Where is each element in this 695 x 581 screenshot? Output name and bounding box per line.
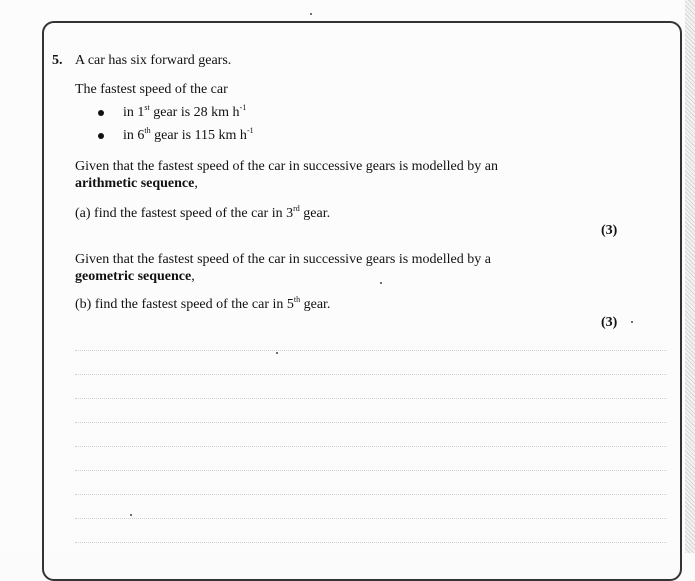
scan-speck — [380, 282, 382, 284]
part-b-marks: (3) — [601, 315, 618, 330]
answer-line — [75, 494, 667, 495]
part-b-sup: th — [293, 295, 301, 304]
bullet-1-pre: in 1 — [123, 105, 145, 120]
bullet-1-sup: st — [144, 103, 150, 112]
part-b-pre: (b) find the fastest speed of the car in 5 — [75, 297, 294, 312]
answer-line — [75, 350, 667, 351]
answer-line — [75, 446, 667, 447]
part-a — [75, 205, 330, 222]
arithmetic-statement-comma: , — [194, 176, 198, 191]
answer-line — [75, 542, 667, 543]
arithmetic-statement-line2 — [75, 175, 198, 192]
answer-line — [75, 470, 667, 471]
question-lead: The fastest speed of the car — [75, 82, 228, 97]
scan-speck — [130, 514, 132, 516]
geometric-sequence-term: geometric sequence — [75, 269, 192, 284]
bullet-2-unit-sup: -1 — [246, 126, 254, 135]
scan-speck — [631, 321, 633, 323]
geometric-statement-comma: , — [191, 269, 195, 284]
answer-line — [75, 422, 667, 423]
geometric-statement-line1: Given that the fastest speed of the car in successive gears is modelled by a — [75, 252, 491, 267]
scan-speck — [310, 13, 312, 15]
answer-line — [75, 374, 667, 375]
bullet-1-mid: gear is 28 km h — [149, 105, 240, 120]
bullet-icon — [98, 110, 104, 116]
part-a-marks: (3) — [601, 223, 618, 238]
bullet-1-unit-sup: -1 — [239, 103, 247, 112]
part-a-pre: (a) find the fastest speed of the car in 3 — [75, 206, 294, 221]
part-b-post: gear. — [300, 297, 331, 312]
arithmetic-sequence-term: arithmetic sequence — [75, 176, 195, 191]
arithmetic-statement-line1: Given that the fastest speed of the car in successive gears is modelled by an — [75, 159, 498, 174]
question-intro: A car has six forward gears. — [75, 53, 232, 68]
part-a-post: gear. — [299, 206, 331, 221]
geometric-statement-line2 — [75, 268, 195, 285]
answer-line — [75, 518, 667, 519]
scan-speck — [276, 352, 278, 354]
question-number: 5. — [52, 53, 63, 68]
bullet-2 — [123, 127, 254, 144]
part-a-sup: rd — [293, 204, 300, 213]
bullet-icon — [98, 133, 104, 139]
part-b — [75, 296, 330, 313]
scan-edge-strip — [685, 0, 695, 553]
bullet-2-mid: gear is 115 km h — [150, 128, 247, 143]
bullet-1 — [123, 104, 246, 121]
answer-line — [75, 398, 667, 399]
bullet-2-pre: in 6 — [123, 128, 145, 143]
bullet-2-sup: th — [144, 126, 151, 135]
